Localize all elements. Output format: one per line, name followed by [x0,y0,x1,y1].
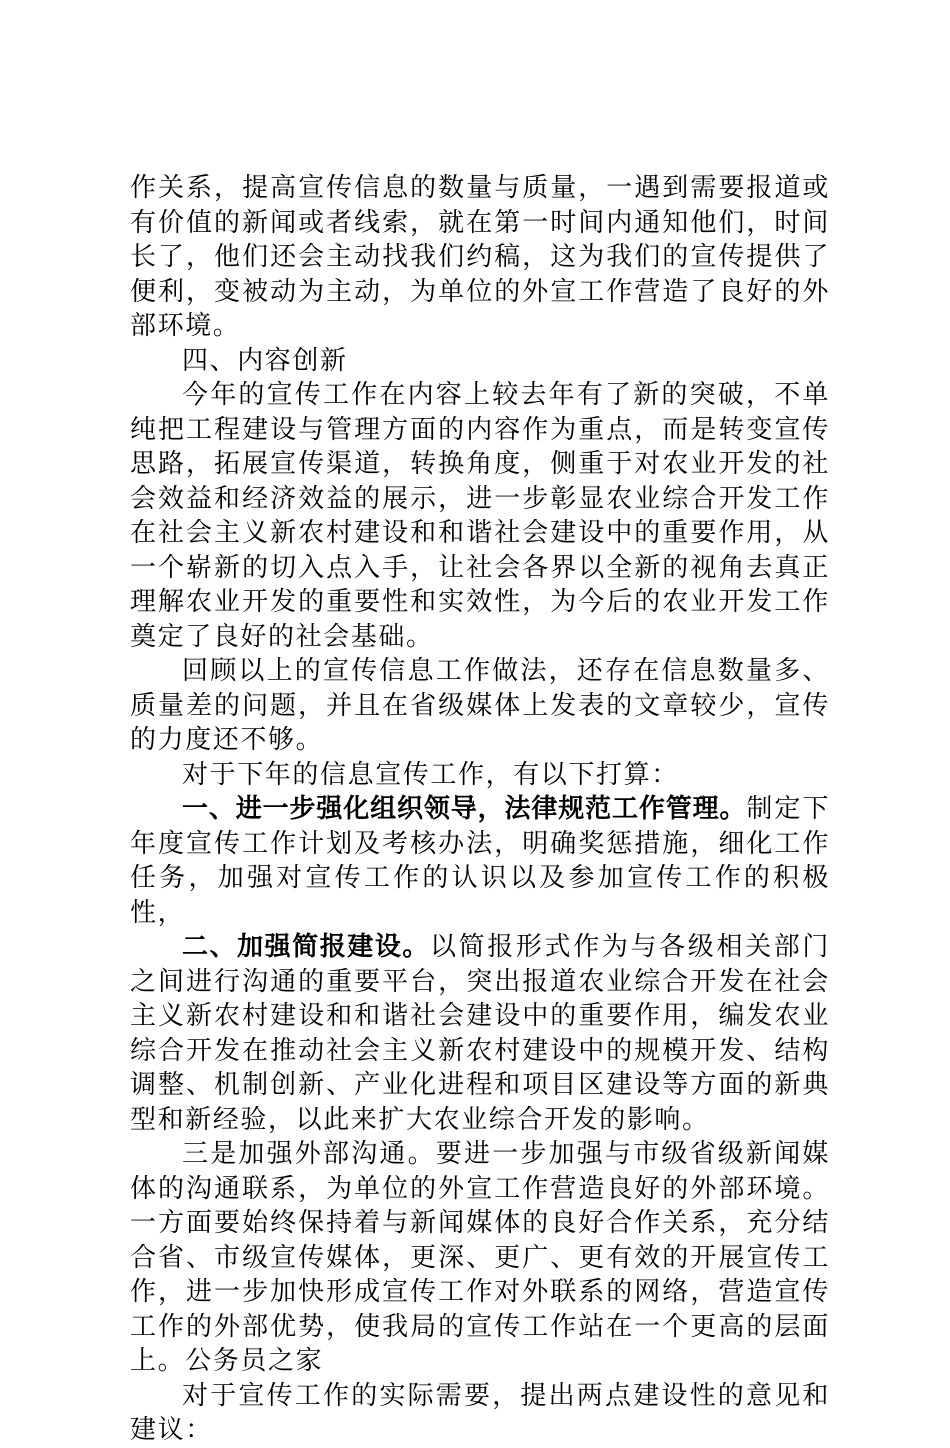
document-body [130,171,830,1448]
paragraph-plan-intro: 对于下年的信息宣传工作，有以下打算： [182,759,679,790]
plan-2-heading: 二、加强简报建设。 [182,932,430,962]
plan-2-text: 以简报形式作为与各级相关部门之间进行沟通的重要平台，突出报道农业综合开发在社会主义新农村建设和和谐社会建设中的重要作用，编发农业综合开发在推动社会主义新农村建设中的规模开发、结构调整、机制创新、产业化进程和项目区建设等方面的新典型和新经验，以此来扩大农业综合开发的影响。 [130,932,830,1135]
section-heading-content-innovation: 四、内容创新 [182,345,348,376]
paragraph-plan-3: 三是加强外部沟通。要进一步加强与市级省级新闻媒体的沟通联系，为单位的外宣工作营造良好的外部环境。一方面要始终保持着与新闻媒体的良好合作关系，充分结合省、市级宣传媒体，更深、更广、更有效的开展宣传工作，进一步加快形成宣传工作对外联系的网络，营造宣传工作的外部优势，使我局的宣传工作站在一个更高的层面上。公务员之家 [130,1139,830,1376]
plan-1-heading: 一、进一步强化组织领导，法律规范工作管理。 [182,794,747,824]
paragraph-plan-1 [130,792,830,930]
paragraph-suggestion: 对于宣传工作的实际需要，提出两点建设性的意见和建议： [130,1380,830,1445]
paragraph-review: 回顾以上的宣传信息工作做法，还存在信息数量多、质量差的问题，并且在省级媒体上发表的文章较少，宣传的力度还不够。 [130,656,830,755]
paragraph-continuation: 作关系，提高宣传信息的数量与质量，一遇到需要报道或有价值的新闻或者线索，就在第一时间内通知他们，时间长了，他们还会主动找我们约稿，这为我们的宣传提供了便利，变被动为主动，为单位的外宣工作营造了良好的外部环境。 [130,173,830,341]
plan-1-text: 制定下年度宣传工作计划及考核办法，明确奖惩措施，细化工作任务，加强对宣传工作的认识以及参加宣传工作的积极性， [130,794,830,928]
paragraph-plan-2 [130,930,830,1137]
paragraph-content-innovation: 今年的宣传工作在内容上较去年有了新的突破，不单纯把工程建设与管理方面的内容作为重点，而是转变宣传思路，拓展宣传渠道，转换角度，侧重于对农业开发的社会效益和经济效益的展示，进一步彰显农业综合开发工作在社会主义新农村建设和和谐社会建设中的重要作用，从一个崭新的切入点入手，让社会各界以全新的视角去真正理解农业开发的重要性和实效性，为今后的农业开发工作奠定了良好的社会基础。 [130,380,830,652]
